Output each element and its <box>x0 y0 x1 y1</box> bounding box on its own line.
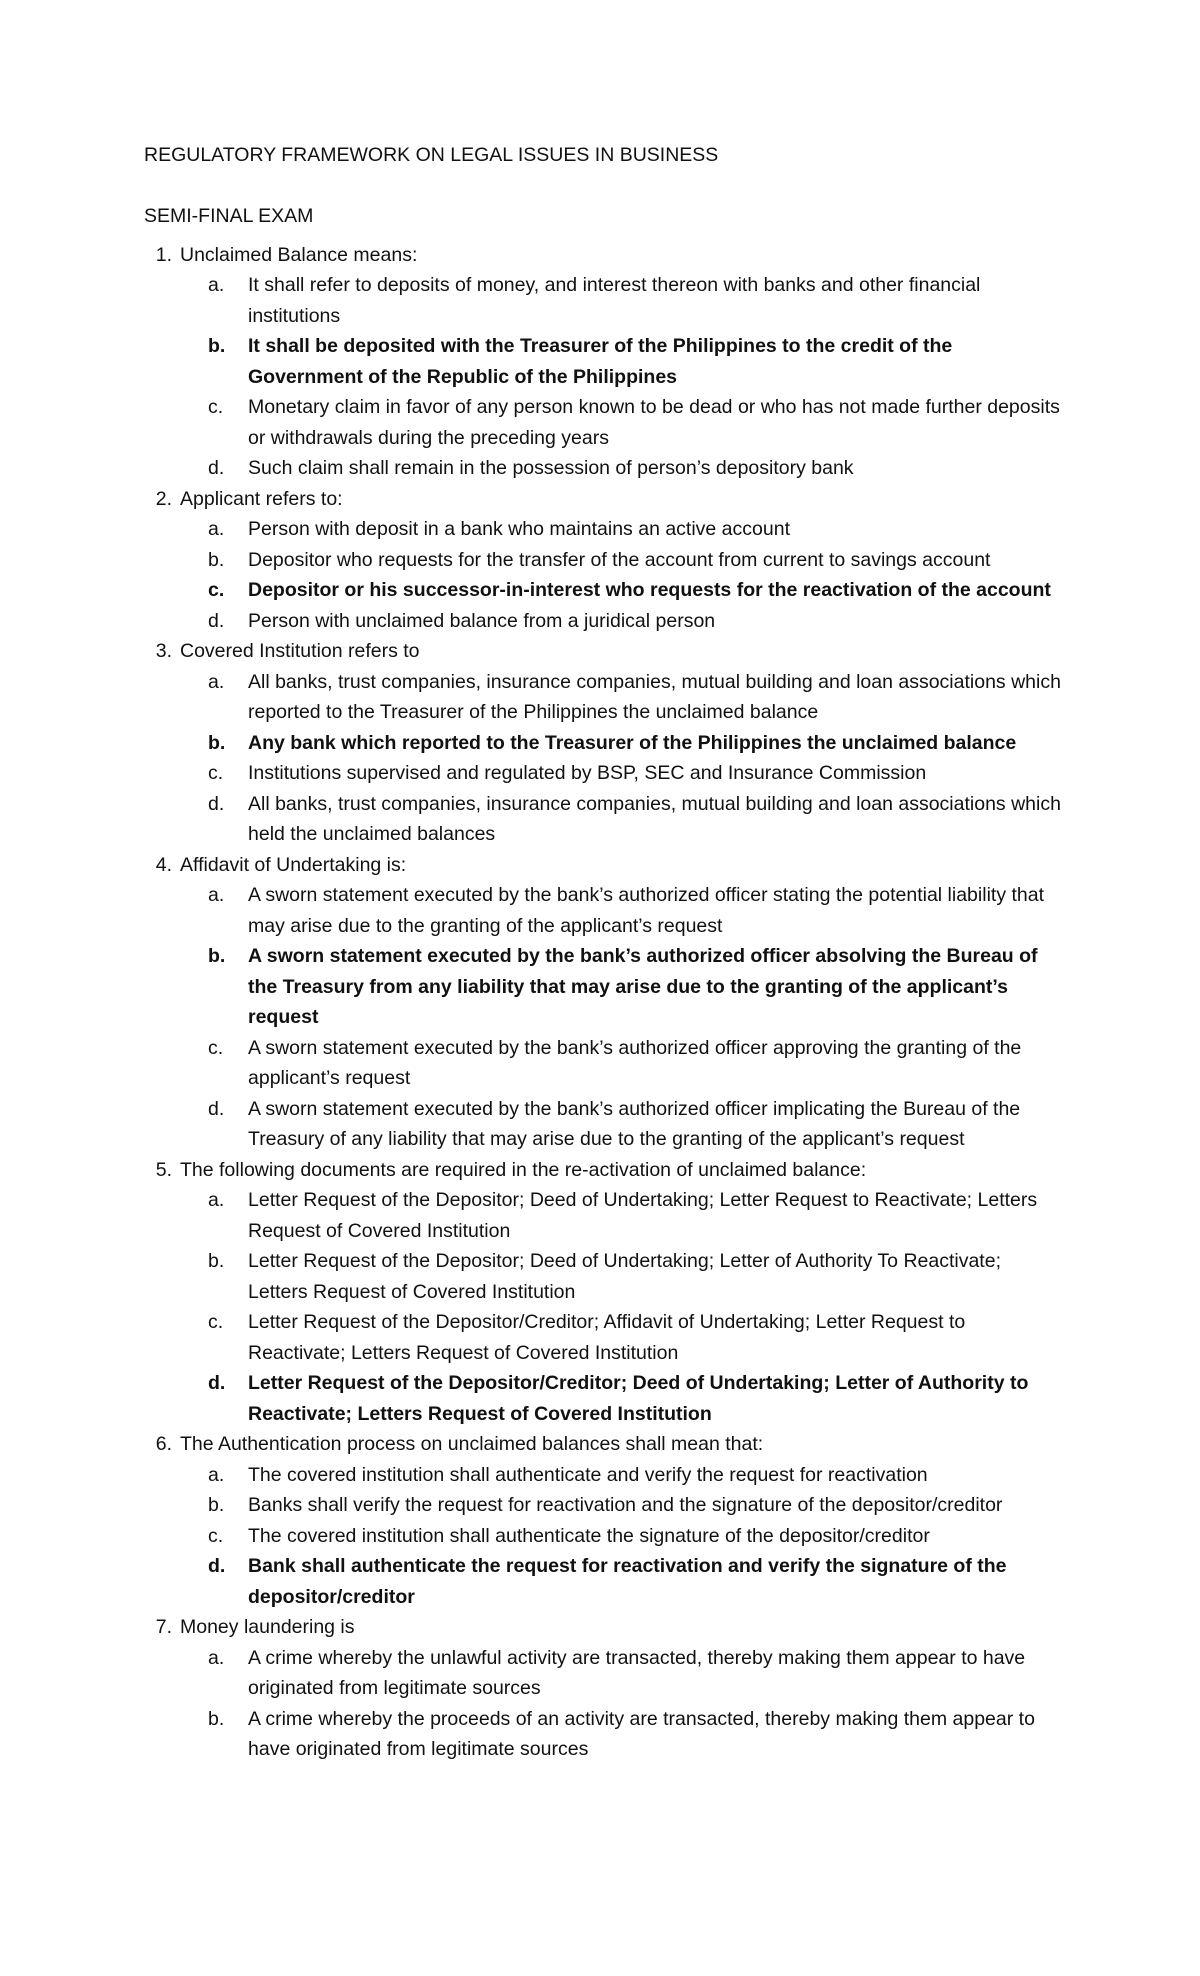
answer-option-correct <box>144 331 1064 392</box>
answer-option <box>144 270 1064 331</box>
option-text: Any bank which reported to the Treasurer of the Philippines the unclaimed balance <box>248 731 1017 754</box>
question-item <box>144 484 1064 515</box>
option-text: Monetary claim in favor of any person known to be dead or who has not made further deposits or withdrawals during the preceding years <box>248 396 1060 449</box>
option-text: All banks, trust companies, insurance companies, mutual building and loan associations which held the unclaimed balances <box>248 792 1061 845</box>
option-text: Person with unclaimed balance from a juridical person <box>248 609 716 632</box>
option-text: Letter Request of the Depositor/Creditor; Deed of Undertaking; Letter of Authority to Reactivate; Letters Request of Covered Institution <box>248 1372 1029 1425</box>
question-text: Money laundering is <box>180 1616 355 1638</box>
option-letter: d. <box>208 1555 226 1577</box>
option-letter: d. <box>208 1097 225 1120</box>
answer-option <box>144 1033 1064 1094</box>
option-text: A crime whereby the proceeds of an activity are transacted, thereby making them appear to have originated from legitimate sources <box>248 1707 1035 1760</box>
answer-option <box>144 1185 1064 1246</box>
answer-option <box>144 789 1064 850</box>
option-letter: a. <box>208 1646 225 1669</box>
option-letter: c. <box>208 579 225 601</box>
question-text: Applicant refers to: <box>180 487 343 510</box>
answer-option <box>144 1704 1064 1765</box>
answer-option <box>144 1307 1064 1368</box>
option-letter: d. <box>208 1372 226 1394</box>
exam-subtitle: SEMI-FINAL EXAM <box>144 205 314 227</box>
option-text: Letter Request of the Depositor/Creditor; Affidavit of Undertaking; Letter Request to Reactivate; Letters Request of Covered Institution <box>248 1311 966 1364</box>
answer-option <box>144 1246 1064 1307</box>
option-text: A sworn statement executed by the bank’s authorized officer implicating the Bureau of the Treasury of any liability that may arise due to the granting of the applicant’s request <box>248 1097 1021 1150</box>
answer-option-correct <box>144 728 1064 759</box>
answer-option-correct <box>144 941 1064 1033</box>
option-letter: a. <box>208 1189 225 1211</box>
answer-option <box>144 667 1064 728</box>
option-letter: b. <box>208 1250 225 1272</box>
answer-option <box>144 1460 1064 1491</box>
option-letter: c. <box>208 1524 224 1547</box>
option-text: All banks, trust companies, insurance companies, mutual building and loan associations which reported to the Treasurer of the Philippines the unclaimed balance <box>248 670 1061 723</box>
answer-option <box>144 514 1064 545</box>
answer-option <box>144 606 1064 637</box>
answer-option <box>144 1094 1064 1155</box>
option-text: Depositor or his successor-in-interest who requests for the reactivation of the account <box>248 579 1051 601</box>
answer-option <box>144 758 1064 789</box>
answer-option <box>144 1490 1064 1521</box>
option-letter: c. <box>208 1311 224 1333</box>
option-text: It shall be deposited with the Treasurer of the Philippines to the credit of the Government of the Republic of the Philippines <box>248 335 953 388</box>
question-text: The Authentication process on unclaimed balances shall mean that: <box>180 1433 764 1455</box>
question-item <box>144 1155 1064 1186</box>
question-number: 7. <box>155 1616 172 1638</box>
option-letter: d. <box>208 609 225 632</box>
option-letter: a. <box>208 1463 225 1486</box>
option-text: Letter Request of the Depositor; Deed of Undertaking; Letter Request to Reactivate; Letters Request of Covered Institution <box>248 1189 1038 1242</box>
option-text: It shall refer to deposits of money, and interest thereon with banks and other financial institutions <box>248 274 981 327</box>
question-text: The following documents are required in the re-activation of unclaimed balance: <box>180 1158 867 1181</box>
option-letter: c. <box>208 396 224 418</box>
option-letter: c. <box>208 762 224 784</box>
question-item <box>144 1429 1064 1460</box>
option-text: Such claim shall remain in the possession of person’s depository bank <box>248 457 854 479</box>
question-item <box>144 1612 1064 1643</box>
question-number: 1. <box>155 243 172 266</box>
option-text: Banks shall verify the request for reactivation and the signature of the depositor/creditor <box>248 1494 1003 1516</box>
document-content <box>144 140 1064 1765</box>
option-letter: a. <box>208 518 225 540</box>
option-letter: b. <box>208 335 226 357</box>
answer-option <box>144 880 1064 941</box>
answer-option-correct <box>144 1368 1064 1429</box>
answer-option <box>144 453 1064 484</box>
option-text: Letter Request of the Depositor; Deed of Undertaking; Letter of Authority To Reactivate; Letters Request of Covered Institution <box>248 1250 1001 1303</box>
question-number: 6. <box>155 1433 172 1455</box>
answer-option <box>144 545 1064 576</box>
option-letter: b. <box>208 548 225 571</box>
option-letter: b. <box>208 731 226 754</box>
option-text: A sworn statement executed by the bank’s authorized officer stating the potential liability that may arise due to the granting of the applicant’s request <box>248 884 1045 937</box>
option-text: Depositor who requests for the transfer of the account from current to savings account <box>248 548 991 571</box>
option-letter: b. <box>208 1707 225 1730</box>
option-text: Institutions supervised and regulated by BSP, SEC and Insurance Commission <box>248 762 927 784</box>
question-item <box>144 850 1064 881</box>
question-text: Covered Institution refers to <box>180 640 420 662</box>
question-text: Unclaimed Balance means: <box>180 243 418 266</box>
option-text: Person with deposit in a bank who maintains an active account <box>248 518 790 540</box>
option-letter: a. <box>208 274 225 296</box>
option-text: A sworn statement executed by the bank’s authorized officer absolving the Bureau of the Treasury from any liability that may arise due to the granting of the applicant’s request <box>248 945 1038 1028</box>
document-title: REGULATORY FRAMEWORK ON LEGAL ISSUES IN BUSINESS <box>144 144 719 166</box>
question-number: 3. <box>155 640 172 662</box>
question-number: 2. <box>155 487 172 510</box>
option-text: The covered institution shall authenticate the signature of the depositor/creditor <box>248 1524 930 1547</box>
option-letter: d. <box>208 792 225 815</box>
answer-option <box>144 1643 1064 1704</box>
question-number: 4. <box>155 853 172 876</box>
question-text: Affidavit of Undertaking is: <box>180 853 407 876</box>
option-letter: c. <box>208 1036 224 1059</box>
option-letter: a. <box>208 884 225 906</box>
answer-option-correct <box>144 1551 1064 1612</box>
answer-option-correct <box>144 575 1064 606</box>
option-text: Bank shall authenticate the request for reactivation and verify the signature of the depositor/creditor <box>248 1555 1007 1608</box>
question-number: 5. <box>155 1158 172 1181</box>
option-text: A sworn statement executed by the bank’s authorized officer approving the granting of the applicant’s request <box>248 1036 1022 1089</box>
option-letter: b. <box>208 945 226 967</box>
question-item <box>144 240 1064 271</box>
question-item <box>144 636 1064 667</box>
answer-option <box>144 1521 1064 1552</box>
option-text: The covered institution shall authenticate and verify the request for reactivation <box>248 1463 928 1486</box>
option-letter: a. <box>208 670 225 693</box>
answer-option <box>144 392 1064 453</box>
option-text: A crime whereby the unlawful activity are transacted, thereby making them appear to have originated from legitimate sources <box>248 1646 1026 1699</box>
option-letter: b. <box>208 1494 225 1516</box>
question-list <box>144 240 1064 1765</box>
option-letter: d. <box>208 457 225 479</box>
